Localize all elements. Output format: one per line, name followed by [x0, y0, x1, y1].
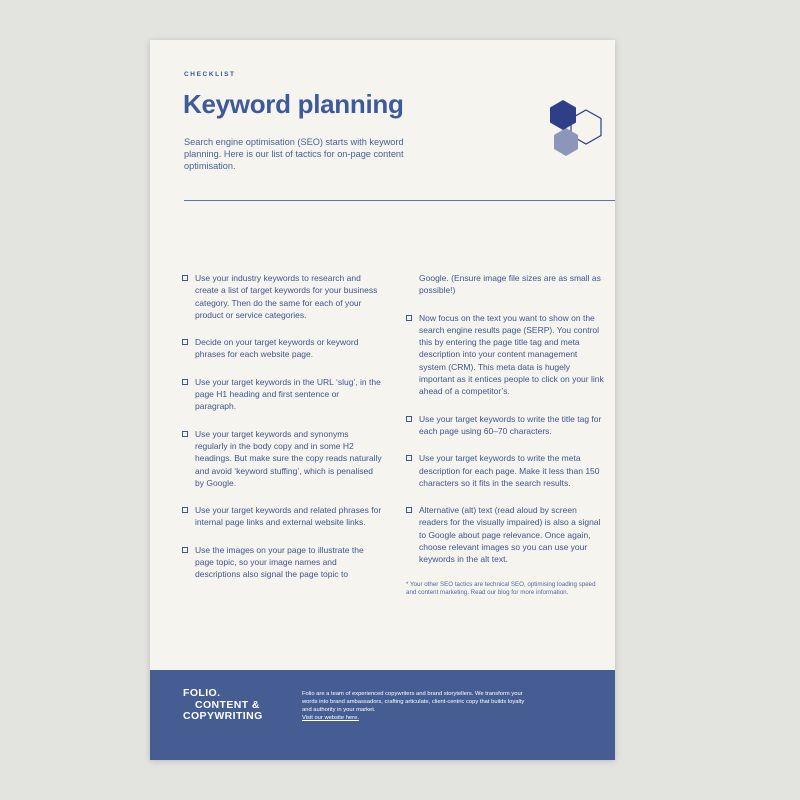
document-label: CHECKLIST [184, 71, 236, 78]
checklist-item-text: Decide on your target keywords or keyword phrases for each website page. [195, 337, 359, 360]
website-link[interactable]: Visit our website here. [302, 715, 359, 721]
checkbox-icon [182, 275, 188, 281]
footer-banner [150, 670, 615, 760]
checklist-item-text: Use your target keywords in the URL ‘slug’, in the page H1 heading and first sentence or paragraph. [195, 376, 381, 412]
checklist-item [182, 272, 382, 321]
checkbox-icon [182, 431, 188, 437]
section-divider [184, 200, 615, 201]
checklist-item [182, 376, 382, 413]
checkbox-icon [406, 315, 412, 321]
brand-line: FOLIO. [183, 687, 221, 699]
checkbox-icon [182, 339, 188, 345]
checkbox-icon [406, 455, 412, 461]
checklist-item-text: Use your target keywords to write the meta description for each page. Make it less than 150 characters so it fits in the search results. [419, 453, 600, 488]
brand-line: CONTENT & [195, 698, 260, 711]
checklist-item [406, 504, 606, 565]
checklist-item-text: Alternative (alt) text (read aloud by screen readers for the visually impaired) is also a signal to Google about page relevance. Once again, choose relevant images so you can use your keywords in the alt text. [419, 505, 601, 565]
checkbox-icon [406, 507, 412, 513]
checklist-item-text: Use your industry keywords to research and create a list of target keywords for your business category. Then do the same for each of your product or service categories. [195, 273, 378, 320]
checklist-left-column [182, 272, 382, 596]
checklist-item-text: Use your target keywords to write the title tag for each page using 60–70 characters. [419, 413, 602, 436]
brand-logo [183, 688, 263, 723]
checklist-item [182, 336, 382, 361]
checklist-item-text: Use your target keywords and related phrases for internal page links and external website links. [195, 505, 382, 528]
checklist-item [406, 413, 606, 438]
checkbox-icon [182, 379, 188, 385]
hexagon-logo-icon [546, 98, 608, 160]
checkbox-icon [406, 416, 412, 422]
checkbox-icon [182, 547, 188, 553]
checklist-item [182, 504, 382, 529]
page-title: Keyword planning [183, 89, 404, 119]
checklist-item [182, 428, 382, 489]
checklist-page [150, 40, 615, 760]
checklist-item-text: Now focus on the text you want to show on the search engine results page (SERP). You control this by entering the page title tag and meta description into your content management system (CRM). This meta data is hugely important as it entices people to click on your link ahead of a competitor’s. [419, 312, 604, 397]
brand-line: COPYWRITING [183, 710, 263, 722]
checklist-item-text: Use your target keywords and synonyms regularly in the body copy and in some H2 headings. But make sure the copy reads naturally and avoid ‘keyword stuffing’, which is penalised by Google. [195, 428, 382, 488]
intro-paragraph: Search engine optimisation (SEO) starts with keyword planning. Here is our list of tactics for on-page content optimisation. [184, 137, 404, 172]
checklist-right-column [406, 272, 606, 597]
checklist-item [406, 452, 606, 489]
checklist-item-text: Use the images on your page to illustrate the page topic, so your image names and descriptions also signal the page topic to [195, 544, 364, 580]
checklist-item-continuation: Google. (Ensure image file sizes are as small as possible!) [419, 273, 601, 296]
checklist-item [182, 544, 382, 581]
about-text [302, 690, 530, 722]
footnote: * Your other SEO tactics are technical SEO, optimising loading speed and content marketing. Read our blog for more information. [406, 580, 596, 597]
checklist-item [406, 312, 606, 398]
checkbox-icon [182, 507, 188, 513]
about-description: Folio are a team of experienced copywriters and brand storytellers. We transform your words into brand ambassadors, crafting articulate, client-centric copy that builds loyalty and authority in your market. [302, 691, 525, 713]
